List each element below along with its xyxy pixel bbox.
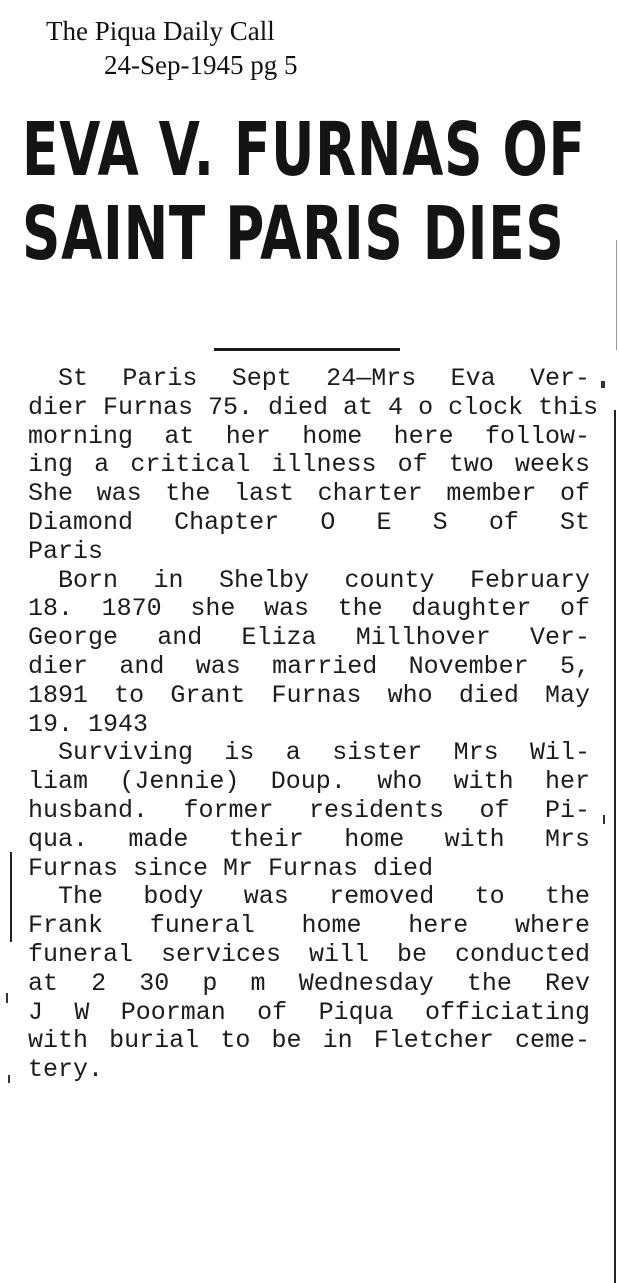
article-line: Paris bbox=[28, 536, 104, 566]
article-line: at 2 30 p m Wednesday the Rev bbox=[28, 968, 590, 998]
print-speck bbox=[8, 1075, 10, 1083]
column-rule-faint bbox=[616, 240, 617, 350]
article-body bbox=[28, 364, 599, 1085]
article-line: 1891 to Grant Furnas who died May bbox=[28, 680, 590, 710]
article-line: liam (Jennie) Doup. who with her bbox=[28, 767, 590, 797]
article-line: dier Furnas 75. died at 4 o clock this bbox=[28, 392, 599, 422]
article-line: dier and was married November 5, bbox=[28, 651, 590, 681]
article-line: Furnas since Mr Furnas died bbox=[28, 853, 434, 883]
article-line: 18. 1870 she was the daughter of bbox=[28, 594, 590, 624]
print-speck bbox=[6, 993, 8, 1003]
article-line: with burial to be in Fletcher ceme- bbox=[28, 1026, 590, 1056]
article-line: Frank funeral home here where bbox=[28, 911, 590, 941]
print-speck bbox=[603, 815, 605, 824]
article-line: J W Poorman of Piqua officiating bbox=[28, 997, 590, 1027]
article-line: funeral services will be conducted bbox=[28, 939, 590, 969]
article-line: qua. made their home with Mrs bbox=[28, 824, 590, 854]
headline-line-1: EVA V. FURNAS OF bbox=[22, 107, 586, 193]
print-speck bbox=[601, 381, 605, 388]
article-line: The body was removed to the bbox=[58, 882, 590, 912]
article-line: Diamond Chapter O E S of St bbox=[28, 507, 590, 537]
article-paragraph bbox=[28, 883, 590, 1085]
source-citation bbox=[46, 14, 297, 82]
article-line: Born in Shelby county February bbox=[58, 565, 590, 595]
article-line: 19. 1943 bbox=[28, 709, 149, 739]
headline bbox=[22, 108, 602, 276]
publication-name: The Piqua Daily Call bbox=[46, 16, 275, 46]
publication-date-page: 24-Sep-1945 pg 5 bbox=[104, 50, 298, 80]
article-paragraph bbox=[28, 364, 599, 567]
article-line: She was the last charter member of bbox=[28, 479, 590, 509]
column-rule-left bbox=[10, 852, 12, 942]
article-line: Surviving is a sister Mrs Wil- bbox=[58, 738, 590, 768]
article-line: ing a critical illness of two weeks bbox=[28, 450, 590, 480]
article-line: morning at her home here follow- bbox=[28, 421, 590, 451]
article-line: George and Eliza Millhover Ver- bbox=[28, 623, 590, 653]
article-paragraph bbox=[28, 567, 590, 740]
article-line: husband. former residents of Pi- bbox=[28, 795, 590, 825]
article-line: St Paris Sept 24—Mrs Eva Ver- bbox=[58, 364, 590, 393]
headline-line-2: SAINT PARIS DIES bbox=[22, 191, 565, 277]
article-line: tery. bbox=[28, 1055, 104, 1085]
article-paragraph bbox=[28, 739, 590, 883]
column-rule-right bbox=[614, 410, 616, 1283]
headline-divider bbox=[214, 348, 400, 351]
